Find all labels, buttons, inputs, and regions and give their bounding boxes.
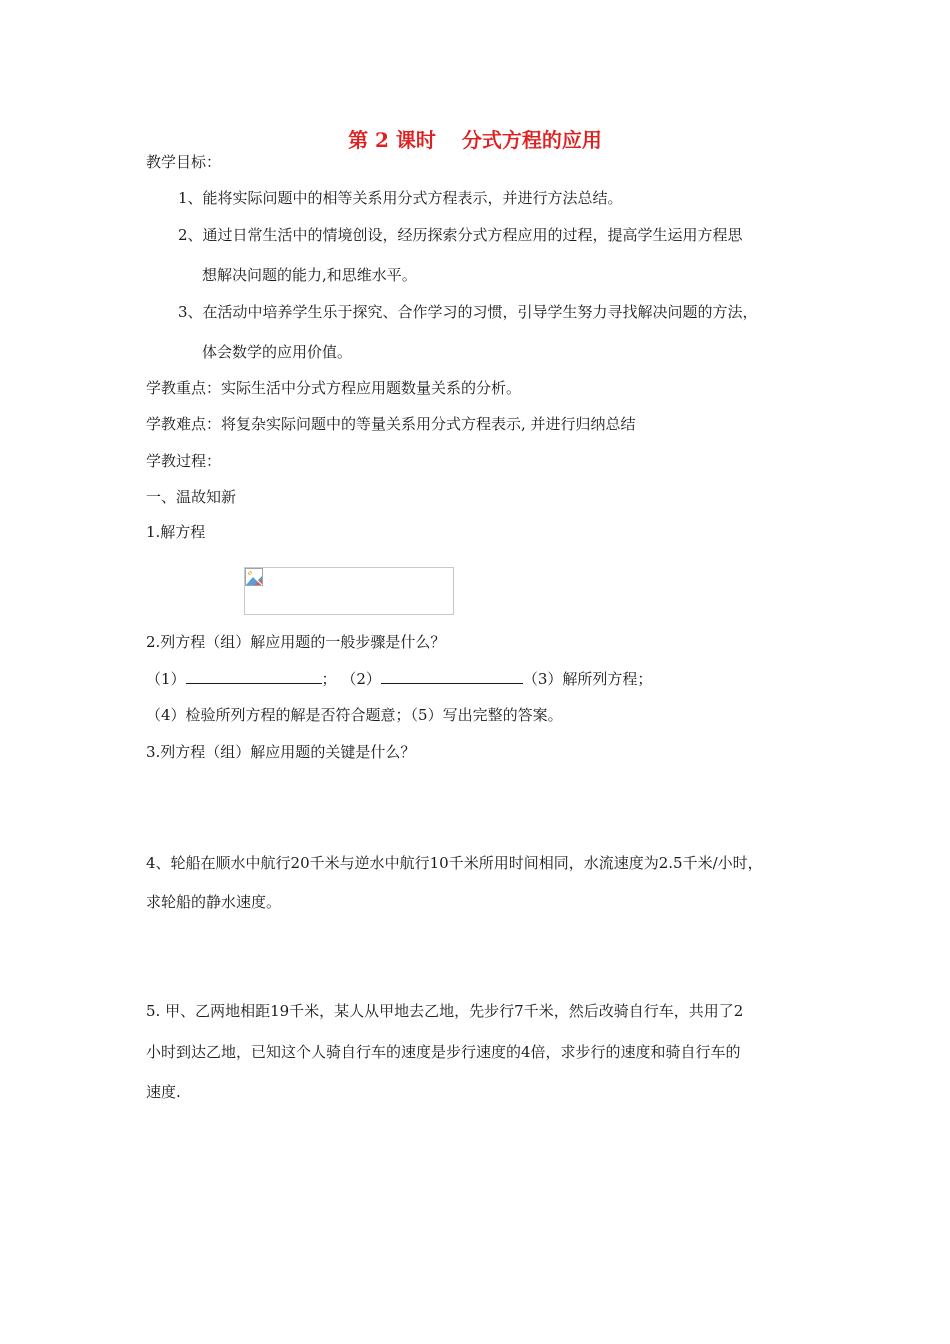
question-3: 3.列方程（组）解应用题的关键是什么？ [146,743,416,761]
step-3: （3）解所列方程； [522,670,653,688]
step-2-blank [381,669,523,684]
step-1-blank [186,669,322,684]
page-title [0,124,950,153]
difficult-point: 学教难点：将复杂实际问题中的等量关系用分式方程表示, 并进行归纳总结 [146,415,636,433]
objective-2: 2、通过日常生活中的情境创设，经历探索分式方程应用的过程，提高学生运用方程思 [178,226,743,244]
objective-1: 1、能将实际问题中的相等关系用分式方程表示，并进行方法总结。 [178,189,623,207]
step-5: （5）写出完整的答案。 [410,706,563,724]
step-2-label: （2） [341,670,381,688]
objectives-heading: 教学目标： [146,153,222,171]
question-5-line-1: 5. 甲、乙两地相距19千米，某人从甲地去乙地，先步行7千米，然后改骑自行车，共用了2 [146,1002,744,1020]
title-lesson: 第 2 课时 [348,128,436,152]
question-4-line-2: 求轮船的静水速度。 [146,893,282,911]
step-4: （4）检验所列方程的解是否符合题意； [146,706,411,724]
question-1: 1.解方程 [146,523,206,541]
question-5-line-2: 小时到达乙地，已知这个人骑自行车的速度是步行速度的4倍，求步行的速度和骑自行车的 [146,1043,741,1061]
question-5-line-3: 速度. [146,1083,181,1101]
section-review: 一、温故知新 [146,488,237,506]
question-2: 2.列方程（组）解应用题的一般步骤是什么？ [146,633,446,651]
title-topic: 分式方程的应用 [461,128,602,152]
step-1-end: ； [321,670,337,688]
question-4-line-1: 4、轮船在顺水中航行20千米与逆水中航行10千米所用时间相同，水流速度为2.5千米/小时， [146,854,763,872]
objective-3-cont: 体会数学的应用价值。 [202,343,353,361]
objective-2-cont: 想解决问题的能力,和思维水平。 [202,266,417,284]
steps-row-2 [146,705,563,725]
process-heading: 学教过程： [146,452,222,470]
steps-row-1 [146,669,652,689]
broken-image-icon [245,568,263,586]
equation-image-placeholder [244,567,454,615]
key-point: 学教重点：实际生活中分式方程应用题数量关系的分析。 [146,379,522,397]
step-1-label: （1） [146,670,186,688]
objective-3: 3、在活动中培养学生乐于探究、合作学习的习惯，引导学生努力寻找解决问题的方法， [178,303,758,321]
